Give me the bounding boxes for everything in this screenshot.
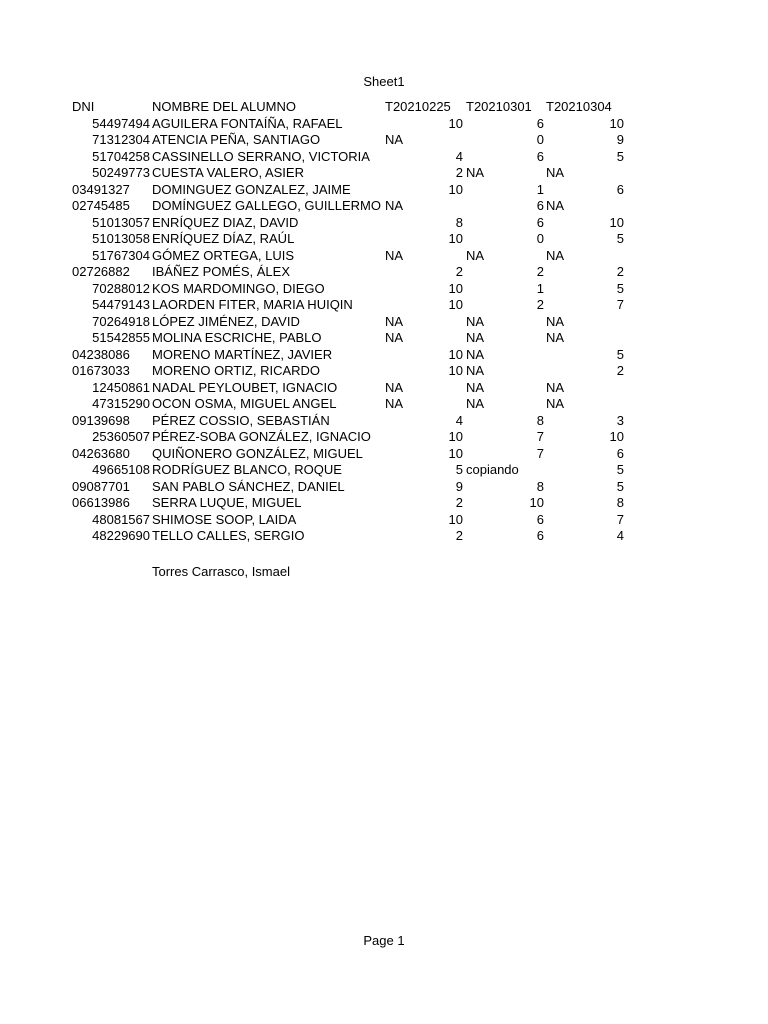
t2-cell: 2 (536, 297, 544, 312)
table-row (72, 198, 632, 215)
dni-cell: 54497494 (92, 115, 150, 131)
name-cell: OCON OSMA, MIGUEL ANGEL (152, 396, 337, 411)
t3-cell: 5 (616, 280, 624, 296)
dni-cell: 02745485 (72, 198, 130, 213)
t3-cell: 10 (609, 115, 624, 131)
t2-cell: 6 (536, 198, 544, 213)
dni-cell: 04238086 (72, 346, 130, 362)
table-row (72, 330, 632, 347)
table-row (72, 396, 632, 413)
table-row (72, 363, 632, 380)
dni-cell: 70264918 (92, 313, 150, 329)
t3-cell: 3 (616, 412, 624, 428)
t1-cell: 10 (448, 297, 463, 312)
table-row (72, 149, 632, 166)
t1-cell: NA (385, 313, 404, 329)
t2-cell: 10 (529, 495, 544, 510)
t1-cell: 2 (455, 165, 463, 180)
t1-cell: NA (385, 198, 404, 213)
t3-cell: 5 (616, 148, 624, 164)
name-cell: TELLO CALLES, SERGIO (152, 528, 305, 543)
t3-cell: 10 (609, 214, 624, 230)
dni-cell: 48081567 (92, 511, 150, 527)
t2-cell: 7 (536, 445, 544, 461)
name-cell: MORENO ORTIZ, RICARDO (152, 363, 321, 378)
t1-cell: 5 (455, 462, 463, 477)
table-row (72, 528, 632, 545)
name-cell: AGUILERA FONTAÍÑA, RAFAEL (152, 115, 343, 131)
name-cell: MORENO MARTÍNEZ, JAVIER (152, 346, 333, 362)
t3-cell: 7 (616, 297, 624, 312)
t1-cell: 10 (448, 115, 463, 131)
name-cell: RODRÍGUEZ BLANCO, ROQUE (152, 462, 342, 477)
dni-cell: 09087701 (72, 478, 130, 494)
t1-cell: NA (385, 330, 404, 345)
t1-cell: 10 (448, 363, 463, 378)
table-row (72, 165, 632, 182)
t2-cell: NA (466, 313, 485, 329)
t3-cell: 2 (616, 363, 624, 378)
t2-cell: 6 (536, 148, 544, 164)
t2-cell: 0 (536, 132, 544, 147)
dni-cell: 51767304 (92, 247, 150, 263)
name-cell: MOLINA ESCRICHE, PABLO (152, 330, 322, 345)
t1-cell: 9 (455, 478, 463, 494)
t2-cell: NA (466, 346, 485, 362)
t3-cell: 2 (616, 264, 624, 279)
table-row (72, 132, 632, 149)
t3-cell: 6 (616, 445, 624, 461)
t1-cell: 10 (448, 280, 463, 296)
name-cell: KOS MARDOMINGO, DIEGO (152, 280, 325, 296)
rows-container (72, 116, 632, 545)
table-row (72, 462, 632, 479)
t1-cell: NA (385, 247, 404, 263)
t2-cell: 6 (536, 214, 544, 230)
t3-cell: 5 (616, 231, 624, 246)
t1-cell: 2 (455, 495, 463, 510)
header-t1: T20210225 (385, 99, 451, 114)
table-row (72, 281, 632, 298)
dni-cell: 02726882 (72, 264, 130, 279)
t3-cell: 9 (616, 132, 624, 147)
dni-cell: 51013057 (92, 214, 150, 230)
name-cell: LAORDEN FITER, MARIA HUIQIN (152, 297, 353, 312)
dni-cell: 25360507 (92, 429, 150, 444)
name-cell: ENRÍQUEZ DÍAZ, RAÚL (152, 231, 295, 246)
name-cell: NADAL PEYLOUBET, IGNACIO (152, 379, 338, 395)
t1-cell: NA (385, 132, 404, 147)
t3-cell: 6 (616, 181, 624, 197)
t3-cell: 5 (616, 462, 624, 477)
table-row (72, 446, 632, 463)
table-row (72, 512, 632, 529)
table-row (72, 479, 632, 496)
table-row (72, 314, 632, 331)
dni-cell: 51013058 (92, 231, 150, 246)
t1-cell: 2 (455, 528, 463, 543)
table-row (72, 182, 632, 199)
name-cell: CUESTA VALERO, ASIER (152, 165, 304, 180)
t1-cell: 8 (455, 214, 463, 230)
page-number: Page 1 (363, 933, 405, 948)
table-row (72, 264, 632, 281)
table-row (72, 413, 632, 430)
t2-cell: 1 (536, 181, 544, 197)
dni-cell: 06613986 (72, 495, 130, 510)
table-row (72, 495, 632, 512)
dni-cell: 47315290 (92, 396, 150, 411)
t1-cell: 10 (448, 181, 463, 197)
t1-cell: 10 (448, 511, 463, 527)
t3-cell: 5 (616, 478, 624, 494)
table-row (72, 380, 632, 397)
name-cell: SAN PABLO SÁNCHEZ, DANIEL (152, 478, 345, 494)
name-cell: PÉREZ-SOBA GONZÁLEZ, IGNACIO (152, 429, 371, 444)
t2-cell: NA (466, 396, 485, 411)
t3-cell: 4 (616, 528, 624, 543)
dni-cell: 70288012 (92, 280, 150, 296)
table-row (72, 347, 632, 364)
t3-cell: NA (546, 198, 565, 213)
t2-cell: 6 (536, 528, 544, 543)
t2-cell: NA (466, 165, 485, 180)
name-cell: ENRÍQUEZ DIAZ, DAVID (152, 214, 299, 230)
grade-table (72, 99, 632, 545)
t2-cell: 8 (536, 412, 544, 428)
t2-cell: NA (466, 247, 485, 263)
t1-cell: 2 (455, 264, 463, 279)
t2-cell: 0 (536, 231, 544, 246)
table-row (72, 231, 632, 248)
header-t2: T20210301 (466, 99, 532, 114)
t2-cell: NA (466, 379, 485, 395)
t1-cell: 4 (455, 412, 463, 428)
dni-cell: 51704258 (92, 148, 150, 164)
table-row (72, 248, 632, 265)
dni-cell: 12450861 (92, 379, 150, 395)
t1-cell: 10 (448, 445, 463, 461)
name-cell: DOMÍNGUEZ GALLEGO, GUILLERMO (152, 198, 381, 213)
name-cell: LÓPEZ JIMÉNEZ, DAVID (152, 313, 300, 329)
table-row (72, 215, 632, 232)
header-row (72, 99, 632, 116)
t2-cell: 6 (536, 115, 544, 131)
name-cell: GÓMEZ ORTEGA, LUIS (152, 247, 295, 263)
t1-cell: NA (385, 396, 404, 411)
dni-cell: 48229690 (92, 528, 150, 543)
t2-cell: 6 (536, 511, 544, 527)
t3-cell: NA (546, 379, 565, 395)
t2-cell: 2 (536, 264, 544, 279)
dni-cell: 04263680 (72, 445, 130, 461)
name-cell: PÉREZ COSSIO, SEBASTIÁN (152, 412, 330, 428)
t2-cell: NA (466, 363, 485, 378)
t2-cell: 1 (536, 280, 544, 296)
dni-cell: 01673033 (72, 363, 130, 378)
dni-cell: 49665108 (92, 462, 150, 477)
name-cell: DOMINGUEZ GONZALEZ, JAIME (152, 181, 351, 197)
t1-cell: 10 (448, 346, 463, 362)
t3-cell: 10 (609, 429, 624, 444)
t3-cell: NA (546, 165, 565, 180)
header-t3: T20210304 (546, 99, 612, 114)
dni-cell: 09139698 (72, 412, 130, 428)
t3-cell: 8 (616, 495, 624, 510)
t1-cell: 10 (448, 231, 463, 246)
t2-cell: NA (466, 330, 485, 345)
sheet-title: Sheet1 (363, 74, 405, 89)
table-row (72, 429, 632, 446)
t3-cell: NA (546, 313, 565, 329)
dni-cell: 03491327 (72, 181, 130, 197)
name-cell: SHIMOSE SOOP, LAIDA (152, 511, 297, 527)
dni-cell: 54479143 (92, 297, 150, 312)
t1-cell: 4 (455, 148, 463, 164)
t2-cell: 8 (536, 478, 544, 494)
t2-cell: 7 (536, 429, 544, 444)
name-cell: IBÁÑEZ POMÉS, ÁLEX (152, 264, 290, 279)
table-row (72, 297, 632, 314)
t1-cell: NA (385, 379, 404, 395)
table-row (72, 116, 632, 133)
dni-cell: 50249773 (92, 165, 150, 180)
name-cell: SERRA LUQUE, MIGUEL (152, 495, 302, 510)
t3-cell: NA (546, 396, 565, 411)
t1-cell: 10 (448, 429, 463, 444)
name-cell: QUIÑONERO GONZÁLEZ, MIGUEL (152, 445, 363, 461)
header-dni: DNI (72, 99, 95, 114)
t3-cell: NA (546, 330, 565, 345)
dni-cell: 51542855 (92, 330, 150, 345)
name-cell: ATENCIA PEÑA, SANTIAGO (152, 132, 321, 147)
t2-cell: copiando (466, 462, 519, 477)
t3-cell: 7 (616, 511, 624, 527)
header-name: NOMBRE DEL ALUMNO (152, 99, 296, 114)
t3-cell: 5 (616, 346, 624, 362)
t3-cell: NA (546, 247, 565, 263)
name-cell: CASSINELLO SERRANO, VICTORIA (152, 148, 370, 164)
footer-note: Torres Carrasco, Ismael (152, 564, 290, 579)
dni-cell: 71312304 (92, 132, 150, 147)
